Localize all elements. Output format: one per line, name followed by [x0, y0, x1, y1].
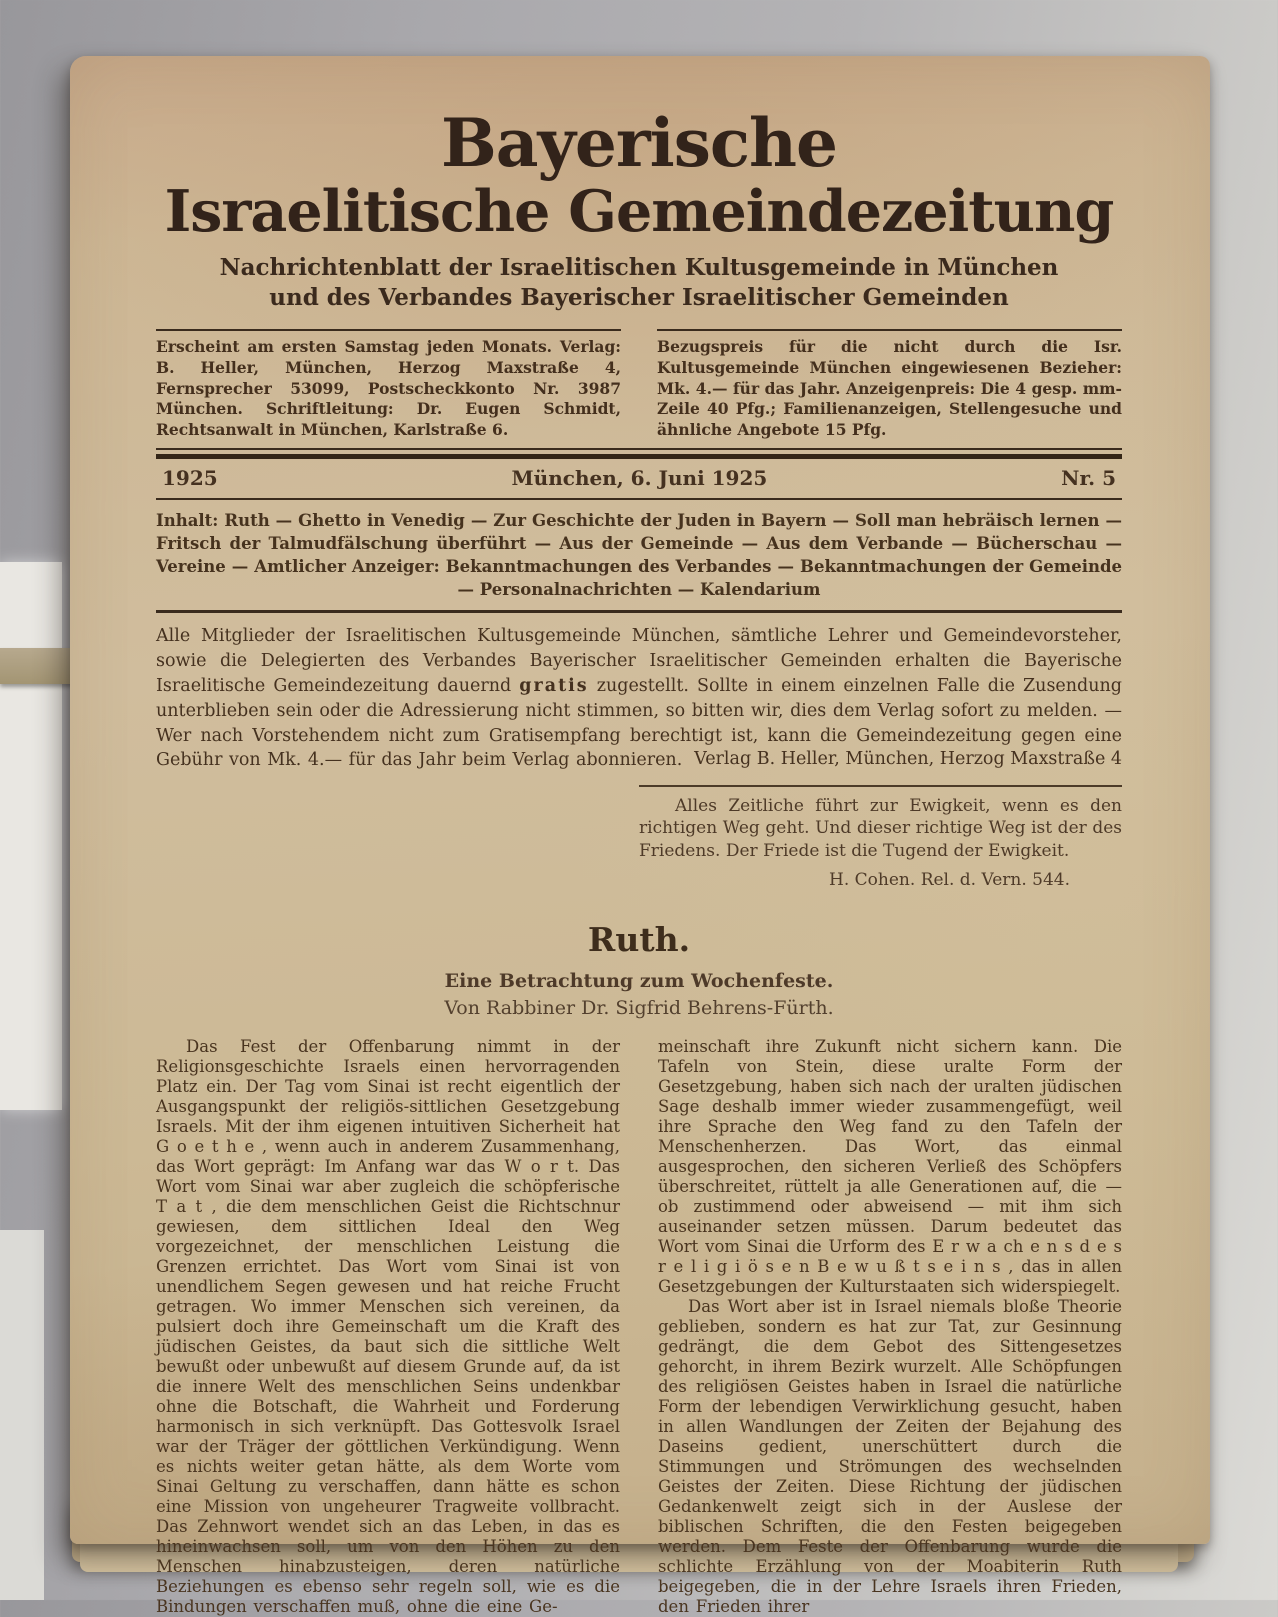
- contents-text: Ruth — Ghetto in Venedig — Zur Geschichte der Juden in Bayern — Soll man hebräisch lernen — Fritsch der Talmudfälschung überführt — Aus der Gemeinde — Aus dem Verbande — Bücherschau — Vereine — Amtlicher Anzeiger: Bekanntmachungen des Verbandes — Bekanntmachungen der Gemeinde — Personalnachrichten — Kalendarium: [156, 510, 1122, 600]
- article-column-right: [658, 1037, 1122, 1617]
- masthead-title-line1: Bayerische: [440, 104, 838, 182]
- dateline-issue-number: Nr. 5: [1061, 465, 1116, 490]
- article-paragraph: Das Wort aber ist in Israel niemals bloße Theorie geblieben, sondern es hat zur Tat, zur Gesinnung gedrängt, die dem Gebot des Sittengesetzes gehorcht, in ihrem Bezirk wurzelt. Alle Schöpfungen des religiösen Geistes haben in Israel die natürliche Form der lebendigen Verwirklichung gesucht, haben in allen Wandlungen der Zeiten der Bejahung des Daseins gedient, unerschüttert durch die Stimmungen und Strömungen des wechselnden Geistes der Zeiten. Diese Richtung der jüdischen Gedankenwelt zeigt sich in der Auslese der biblischen Schriften, die den Festen beigegeben werden. Dem Feste der Offenbarung wurde die schlichte Erzählung von der Moabiterin Ruth beigegeben, die in der Lehre Israels ihren Frieden, den Frieden ihrer: [658, 1297, 1122, 1617]
- article-column-left: [156, 1037, 620, 1617]
- dateline-year: 1925: [162, 465, 218, 490]
- article-body: [156, 1037, 1122, 1617]
- epigraph-block: [639, 785, 1122, 891]
- notice-text-part2: zugestellt. Sollte in einem einzelnen Falle die Zusendung unterblieben sein oder die Adressierung nicht stimmen, so bitten wir, dies dem Verlag sofort zu melden. — Wer nach Vorstehendem nicht zum Gratisempfang berechtigt ist, kann die Gemeindezeitung gegen eine Gebühr von Mk. 4.— für das Jahr beim Verlag abonnieren.: [156, 675, 1123, 771]
- publisher-signature: Verlag B. Heller, München, Herzog Maxstraße 4: [694, 748, 1122, 769]
- article-title: Ruth.: [587, 920, 691, 960]
- epigraph-text: Alles Zeitliche führt zur Ewigkeit, wenn es den richtigen Weg geht. Und dieser richtige Weg ist der des Friedens. Der Friede ist die Tugend der Ewigkeit.: [639, 795, 1122, 862]
- masthead: [156, 104, 1122, 313]
- article-byline: Von Rabbiner Dr. Sigfrid Behrens-Fürth.: [444, 997, 834, 1020]
- imprint-right: Bezugspreis für die nicht durch die Isr. Kultusgemeinde München eingewiesenen Bezieher: Mk. 4.— für das Jahr. Anzeigenpreis: Die 4 gesp. mm-Zeile 40 Pfg.; Familienanzeigen, Stellengesuche und ähnliche Angebote 15 Pfg.: [657, 329, 1122, 441]
- contents-line: [156, 509, 1122, 610]
- contents-label: Inhalt:: [156, 510, 219, 530]
- subscription-notice: [156, 610, 1123, 771]
- epigraph-attribution: H. Cohen. Rel. d. Vern. 544.: [829, 870, 1070, 891]
- dateline-place-date: München, 6. Juni 1925: [511, 465, 768, 490]
- article-header: [156, 920, 1122, 1019]
- background-highlight-lower: [0, 1230, 44, 1600]
- dateline: [156, 454, 1122, 500]
- notice-text-part1: Alle Mitglieder der Israelitischen Kultusgemeinde München, sämtliche Lehrer und Gemeindevorsteher, sowie die Delegierten des Verbandes Bayerischer Israelitischer Gemeinden erhalten die Bayerische Israelitische Gemeindezeitung dauernd: [156, 626, 1122, 696]
- newspaper-page: [70, 56, 1210, 1617]
- notice-gratis-emphasis: gratis: [519, 675, 589, 696]
- article-subtitle: Eine Betrachtung zum Wochenfeste.: [444, 970, 834, 993]
- masthead-subtitle-line1: Nachrichtenblatt der Israelitischen Kultusgemeinde in München: [219, 254, 1059, 282]
- imprint-left: Erscheint am ersten Samstag jeden Monats. Verlag: B. Heller, München, Herzog Maxstraße 4, Fernsprecher 53099, Postscheckkonto Nr. 3987 München. Schriftleitung: Dr. Eugen Schmidt, Rechtsanwalt in München, Karlstraße 6.: [156, 329, 621, 441]
- article-paragraph: Das Fest der Offenbarung nimmt in der Religionsgeschichte Israels einen hervorragenden Platz ein. Der Tag vom Sinai ist recht eigentlich der Ausgangspunkt der religiös-sittlichen Gesetzgebung Israels. Mit der ihm eigenen intuitiven Sicherheit hat G o e t h e , wenn auch in anderem Zusammenhang, das Wort geprägt: Im Anfang war das W o r t. Das Wort vom Sinai war aber zugleich die schöpferische T a t , die dem menschlichen Geist die Richtschnur gewiesen, dem sittlichen Ideal den Weg vorgezeichnet, der menschlichen Leistung die Grenzen errichtet. Das Wort vom Sinai ist von unendlichem Segen gewesen und hat reiche Frucht getragen. Wo immer Menschen sich vereinen, da pulsiert doch ihre Gemeinschaft um die Kraft des jüdischen Geistes, da baut sich die sittliche Welt bewußt oder unbewußt auf diesem Grunde auf, da ist die innere Welt des menschlichen Seins undenkbar ohne die Botschaft, die Wahrheit und Forderung harmonisch in sich verknüpft. Das Gottesvolk Israel war der Träger der göttlichen Verkündigung. Wenn es nichts weiter getan hätte, als dem Worte vom Sinai Geltung zu verschaffen, dann hätte es schon eine Mission von ungeheurer Tragweite vollbracht. Das Zehnwort wendet sich an das Leben, in das es hineinwachsen soll, um von den Höhen zu den Menschen hinabzusteigen, deren natürliche Beziehungen es ebenso sehr regeln soll, wie es die Bindungen verschaffen muß, ohne die eine Ge-: [156, 1037, 620, 1617]
- page-content: [70, 56, 1210, 1617]
- masthead-subtitle-line2: und des Verbandes Bayerischer Israelitischer Gemeinden: [269, 284, 1009, 312]
- article-paragraph: meinschaft ihre Zukunft nicht sichern kann. Die Tafeln von Stein, diese uralte Form der Gesetzgebung, haben sich nach der uralten jüdischen Sage deshalb immer wieder zusammengefügt, weil ihre Sprache den Weg fand zu den Tafeln der Menschenherzen. Das Wort, das einmal ausgesprochen, den sicheren Verließ des Schöpfers überschreitet, rüttelt ja alle Generationen auf, die — ob zustimmend oder abweisend — mit ihm sich auseinander setzen müssen. Darum bedeutet das Wort vom Sinai die Urform des E r w a ch e n s d e s r e l i g i ö s e n B e w u ß t s e i n s , das in allen Gesetzgebungen der Kulturstaaten sich widerspiegelt.: [658, 1037, 1122, 1297]
- imprint-box: [156, 329, 1122, 450]
- background-highlight: [0, 562, 62, 1110]
- masthead-title-line2: Israelitische Gemeindezeitung: [164, 178, 1114, 245]
